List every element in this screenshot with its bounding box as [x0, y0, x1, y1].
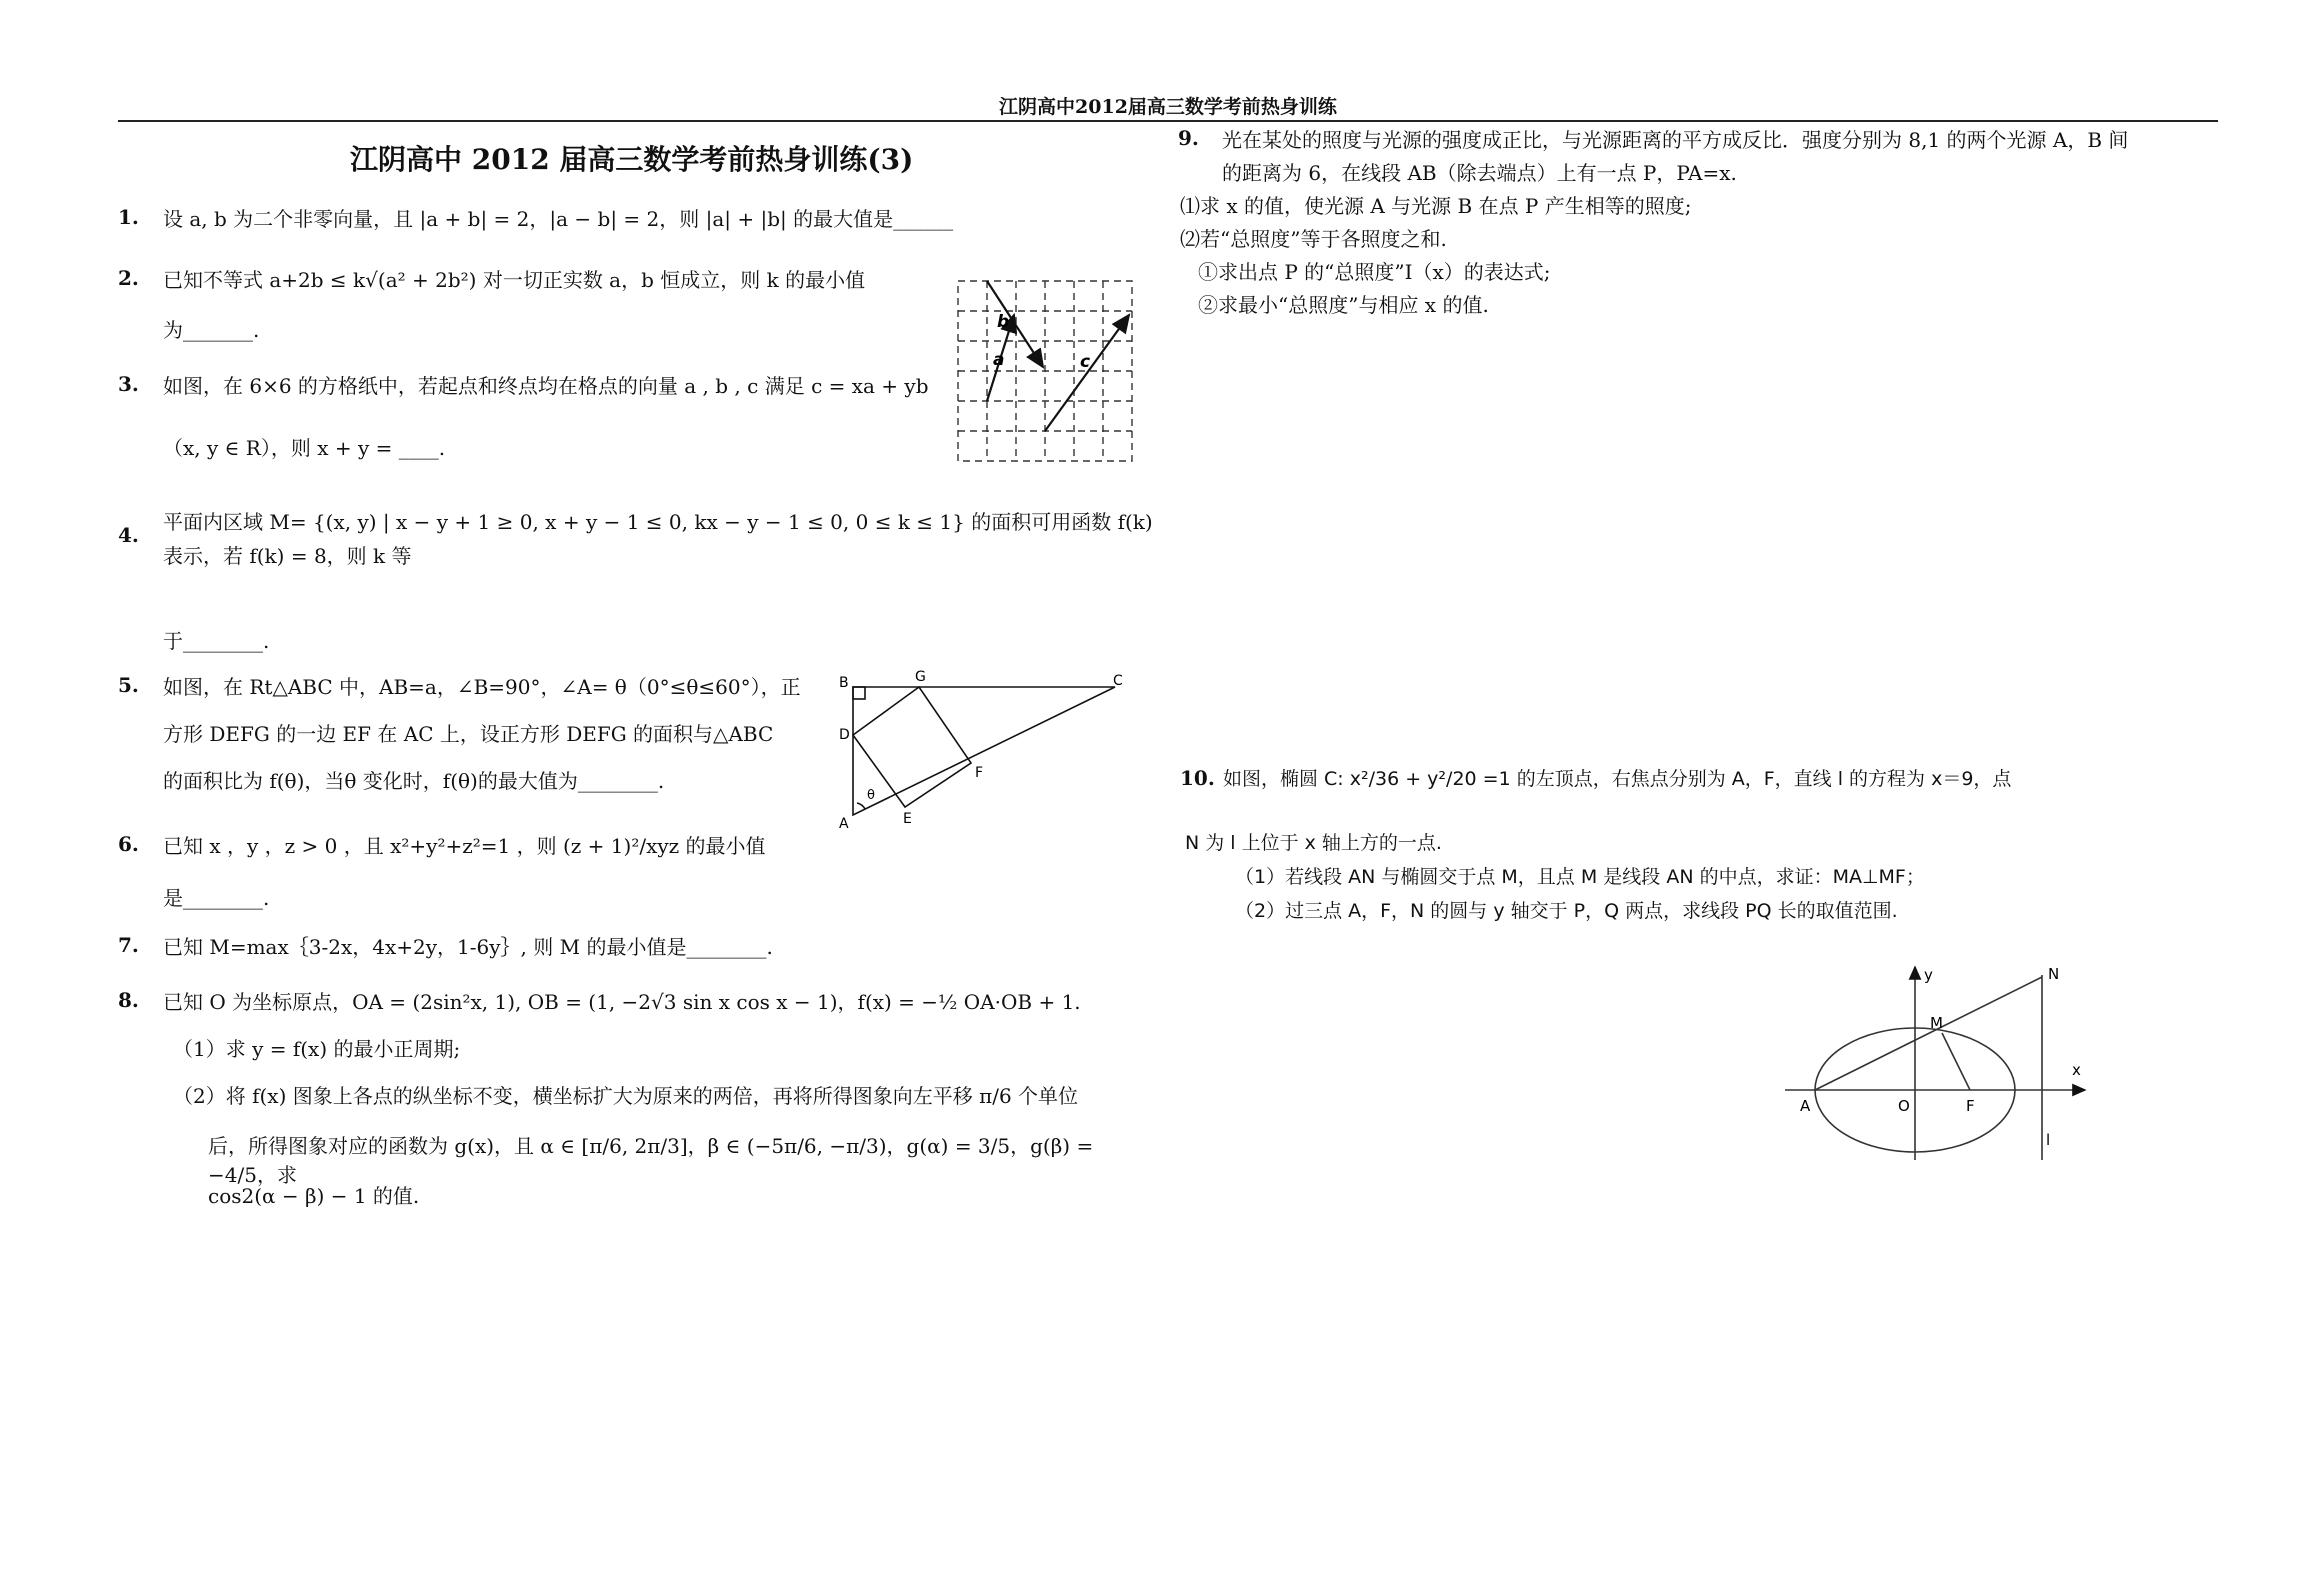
question-number: 5. — [118, 673, 139, 697]
question-text: 已知 x ，y ，z > 0 ，且 x²+y²+z²=1 ，则 (z + 1)²/xyz 的最小值 — [163, 834, 766, 858]
question-number: 7. — [118, 933, 139, 957]
page-title: 江阴高中 2012 届高三数学考前热身训练(3) — [350, 143, 914, 176]
label-x: x — [2072, 1061, 2081, 1079]
question-subpart: ①求出点 P 的“总照度”I（x）的表达式; — [1198, 260, 1551, 284]
question-number: 10. — [1180, 766, 1215, 790]
question-continuation: 的面积比为 f(θ)，当θ 变化时，f(θ)的最大值为________. — [163, 769, 665, 793]
question-text: 已知 M=max｛3-2x，4x+2y，1-6y｝, 则 M 的最小值是________. — [163, 935, 773, 959]
label-c: c — [1080, 352, 1091, 372]
question-text: 设 a, b 为二个非零向量，且 |a + b| = 2，|a − b| = 2，则 |a| + |b| 的最大值是______ — [163, 207, 954, 231]
question-continuation: （x, y ∈ R），则 x + y = ____. — [163, 436, 446, 460]
label-A: A — [839, 816, 849, 832]
label-C: C — [1113, 673, 1123, 689]
segment-AN — [1815, 977, 2042, 1090]
question-number: 2. — [118, 266, 139, 290]
question-text: 光在某处的照度与光源的强度成正比，与光源距离的平方成反比．强度分别为 8,1 的两个光源 A，B 间 — [1222, 128, 2129, 152]
label-O: O — [1898, 1097, 1910, 1115]
question-number: 8. — [118, 988, 139, 1012]
triangle-square-figure — [835, 665, 1125, 835]
label-M: M — [1930, 1014, 1943, 1032]
question-subpart: （1）求 y = f(x) 的最小正周期; — [173, 1037, 461, 1061]
question-continuation: 是________. — [163, 886, 270, 910]
question-continuation: 为_______. — [163, 318, 260, 342]
question-subpart: 后，所得图象对应的函数为 g(x)，且 α ∈ [π/6, 2π/3]，β ∈ (−5π/6, −π/3)，g(α) = 3/5，g(β) = −4/5，求 — [208, 1134, 1094, 1187]
question-subpart: （1）若线段 AN 与椭圆交于点 M，且点 M 是线段 AN 的中点，求证：MA⊥MF； — [1235, 866, 1925, 888]
label-F: F — [1966, 1097, 1975, 1115]
question-text: 已知 O 为坐标原点，OA = (2sin²x, 1), OB = (1, −2√3 sin x cos x − 1)，f(x) = −½ OA·OB + 1. — [163, 990, 1081, 1014]
label-F: F — [975, 765, 984, 781]
question-number: 9. — [1178, 126, 1199, 150]
question-number: 1. — [118, 205, 139, 229]
label-theta: θ — [867, 788, 875, 803]
grid-vector-figure — [955, 275, 1135, 465]
label-B: B — [839, 675, 849, 691]
running-header: 江阴高中2012届高三数学考前热身训练 — [999, 96, 1337, 118]
label-G: G — [915, 669, 926, 685]
label-A: A — [1800, 1097, 1811, 1115]
question-text: 如图，在 Rt△ABC 中，AB=a，∠B=90°，∠A= θ（0°≤θ≤60°），正 — [163, 675, 801, 699]
question-number: 3. — [118, 372, 139, 396]
label-D: D — [839, 727, 850, 743]
question-continuation: 方形 DEFG 的一边 EF 在 AC 上，设正方形 DEFG 的面积与△ABC — [163, 722, 774, 746]
header-rule — [118, 120, 2218, 122]
question-subpart: cos2(α − β) − 1 的值. — [208, 1184, 420, 1208]
label-y: y — [1924, 966, 1933, 984]
segment-MF — [1942, 1033, 1970, 1090]
question-continuation: 于________. — [163, 629, 270, 653]
question-subpart: （2）将 f(x) 图象上各点的纵坐标不变，横坐标扩大为原来的两倍，再将所得图象向左平移 π/6 个单位 — [173, 1084, 1079, 1108]
label-b: b — [997, 312, 1010, 332]
question-subpart: ②求最小“总照度”与相应 x 的值. — [1198, 293, 1489, 317]
question-text: 已知不等式 a+2b ≤ k√(a² + 2b²) 对一切正实数 a，b 恒成立，则 k 的最小值 — [163, 268, 866, 292]
question-subpart: ⑵若“总照度”等于各照度之和. — [1180, 227, 1447, 251]
question-text: 如图，椭圆 C: x²/36 + y²/20 =1 的左顶点，右焦点分别为 A，F，直线 l 的方程为 x＝9，点 — [1223, 768, 2012, 790]
label-N: N — [2048, 965, 2060, 983]
question-text: 如图，在 6×6 的方格纸中，若起点和终点均在格点的向量 a , b , c 满足 c = xa + yb — [163, 374, 929, 398]
question-text: 平面内区域 M= {(x, y) | x − y + 1 ≥ 0, x + y − 1 ≤ 0, kx − y − 1 ≤ 0, 0 ≤ k ≤ 1} 的面积可用函数 f(k) 表示，若 f(k) = 8，则 k 等 — [163, 510, 1153, 568]
question-number: 4. — [118, 523, 139, 547]
question-text: 的距离为 6，在线段 AB（除去端点）上有一点 P，PA=x. — [1222, 161, 1737, 185]
question-number: 6. — [118, 832, 139, 856]
question-subpart: ⑴求 x 的值，使光源 A 与光源 B 在点 P 产生相等的照度; — [1180, 194, 1692, 218]
vector-c — [1045, 315, 1129, 431]
label-l: l — [2046, 1131, 2051, 1149]
label-E: E — [903, 811, 912, 827]
label-a: a — [993, 350, 1005, 370]
ellipse-figure — [1780, 955, 2100, 1170]
question-text: N 为 l 上位于 x 轴上方的一点. — [1185, 832, 1442, 854]
question-subpart: （2）过三点 A，F，N 的圆与 y 轴交于 P，Q 两点，求线段 PQ 长的取值范围. — [1235, 900, 1898, 922]
